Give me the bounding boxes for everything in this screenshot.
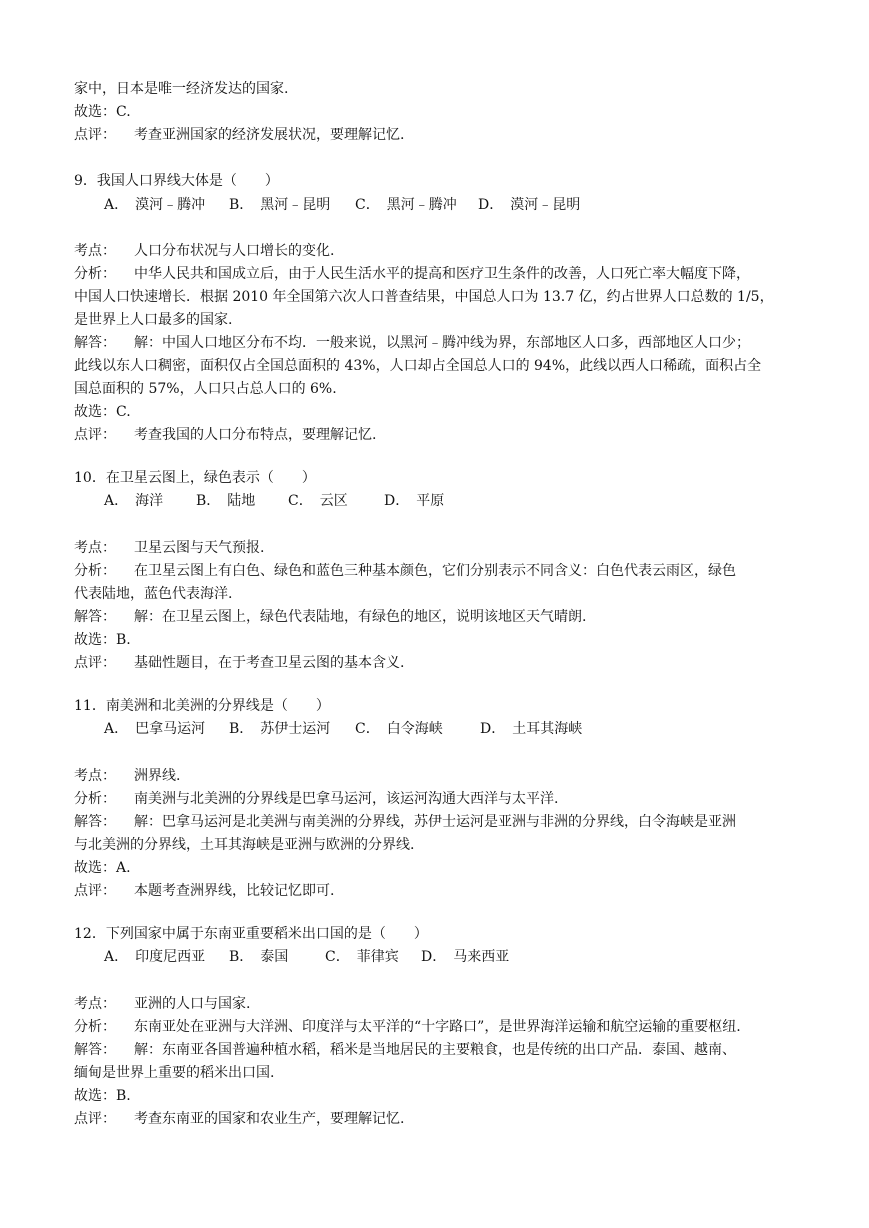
comment-text: 考查亚洲国家的经济发展状况，要理解记忆.	[134, 127, 405, 143]
kaodian-text: 亚洲的人口与国家.	[134, 996, 251, 1012]
q9-fenxi	[74, 263, 750, 285]
kaodian-label: 考点：	[74, 768, 116, 784]
q11-jieda-cont-1: 与北美洲的分界线，土耳其海峡是亚洲与欧洲的分界线.	[74, 837, 415, 853]
q12-option-c: C． 菲律宾	[325, 949, 399, 965]
fenxi-text: 中华人民共和国成立后，由于人民生活水平的提高和医疗卫生条件的改善，人口死亡率大幅度下降，	[134, 266, 750, 282]
q10-jieda	[74, 606, 586, 628]
intro-comment	[74, 124, 404, 146]
comment-label: 点评：	[74, 127, 116, 143]
q12-option-b: B． 泰国	[229, 949, 289, 965]
jieda-text: 解：东南亚各国普遍种植水稻，稻米是当地居民的主要粮食，也是传统的出口产品．泰国、越南、	[134, 1042, 736, 1058]
dianping-label: 点评：	[74, 883, 116, 899]
q12-question: 12．下列国家中属于东南亚重要稻米出口国的是（ ）	[74, 926, 428, 942]
q9-jieda	[74, 332, 750, 354]
q10-option-d: D． 平原	[384, 493, 445, 509]
q12-dianping	[74, 1108, 404, 1130]
dianping-label: 点评：	[74, 1111, 116, 1127]
q12-jieda-cont-1: 缅甸是世界上重要的稻米出口国.	[74, 1065, 275, 1081]
q10-dianping	[74, 652, 404, 674]
fenxi-label: 分析：	[74, 1019, 116, 1035]
q9-option-b: B． 黑河﹣昆明	[229, 197, 331, 213]
q9-question: 9．我国人口界线大体是（ ）	[74, 173, 279, 189]
kaodian-label: 考点：	[74, 996, 116, 1012]
kaodian-text: 人口分布状况与人口增长的变化.	[134, 243, 335, 259]
q12-option-d: D． 马来西亚	[421, 949, 510, 965]
jieda-text: 解：在卫星云图上，绿色代表陆地，有绿色的地区，说明该地区天气晴朗.	[134, 609, 587, 625]
q12-options	[104, 946, 509, 968]
dianping-text: 基础性题目，在于考查卫星云图的基本含义.	[134, 655, 405, 671]
q12-jieda	[74, 1039, 736, 1061]
jieda-text: 解：巴拿马运河是北美洲与南美洲的分界线，苏伊士运河是亚洲与非洲的分界线，白令海峡是亚洲	[134, 814, 736, 830]
q9-fenxi-cont-1: 中国人口快速增长．根据 2010 年全国第六次人口普查结果，中国总人口为 13.7 亿，约占世界人口总数的 1/5，	[74, 289, 774, 305]
q12-option-a: A． 印度尼西亚	[104, 949, 206, 965]
q11-option-a: A． 巴拿马运河	[104, 721, 206, 737]
dianping-label: 点评：	[74, 655, 116, 671]
fenxi-text: 在卫星云图上有白色、绿色和蓝色三种基本颜色，它们分别表示不同含义：白色代表云雨区，绿色	[134, 563, 736, 579]
q11-question: 11．南美洲和北美洲的分界线是（ ）	[74, 698, 330, 714]
fenxi-label: 分析：	[74, 266, 116, 282]
q9-option-c: C． 黑河﹣腾冲	[355, 197, 457, 213]
q12-answer: 故选：B.	[74, 1088, 131, 1104]
fenxi-label: 分析：	[74, 563, 116, 579]
jieda-label: 解答：	[74, 1042, 116, 1058]
q9-options	[104, 194, 580, 216]
q12-kaodian	[74, 993, 250, 1015]
intro-answer: 故选：C.	[74, 104, 131, 120]
q11-answer: 故选：A.	[74, 860, 131, 876]
kaodian-text: 洲界线.	[134, 768, 181, 784]
q11-kaodian	[74, 765, 180, 787]
jieda-label: 解答：	[74, 335, 116, 351]
q9-kaodian	[74, 240, 334, 262]
q10-fenxi	[74, 560, 736, 582]
q9-jieda-cont-2: 国总面积的 57%，人口只占总人口的 6%.	[74, 381, 337, 397]
jieda-label: 解答：	[74, 814, 116, 830]
q11-options	[104, 718, 582, 740]
q10-option-c: C． 云区	[288, 493, 348, 509]
q9-option-a: A． 漠河﹣腾冲	[104, 197, 206, 213]
dianping-label: 点评：	[74, 427, 116, 443]
dianping-text: 考查东南亚的国家和农业生产，要理解记忆.	[134, 1111, 405, 1127]
kaodian-label: 考点：	[74, 540, 116, 556]
q10-fenxi-cont-1: 代表陆地，蓝色代表海洋.	[74, 586, 233, 602]
intro-line: 家中，日本是唯一经济发达的国家.	[74, 81, 289, 97]
kaodian-label: 考点：	[74, 243, 116, 259]
q10-kaodian	[74, 537, 264, 559]
fenxi-text: 东南亚处在亚洲与大洋洲、印度洋与太平洋的“十字路口”，是世界海洋运输和航空运输的重要枢纽.	[134, 1019, 741, 1035]
fenxi-text: 南美洲与北美洲的分界线是巴拿马运河，该运河沟通大西洋与太平洋.	[134, 791, 559, 807]
q11-option-c: C． 白令海峡	[355, 721, 443, 737]
q9-jieda-cont-1: 此线以东人口稠密，面积仅占全国总面积的 43%，人口却占全国总人口的 94%，此线以西人口稀疏，面积占全	[74, 358, 762, 374]
q11-jieda	[74, 811, 736, 833]
dianping-text: 考查我国的人口分布特点，要理解记忆.	[134, 427, 377, 443]
q11-option-d: D． 土耳其海峡	[480, 721, 583, 737]
q11-fenxi	[74, 788, 558, 810]
q9-dianping	[74, 424, 376, 446]
jieda-text: 解：中国人口地区分布不均．一般来说，以黑河﹣腾冲线为界，东部地区人口多，西部地区人口少；	[134, 335, 750, 351]
q9-fenxi-cont-2: 是世界上人口最多的国家.	[74, 312, 233, 328]
fenxi-label: 分析：	[74, 791, 116, 807]
q10-question: 10．在卫星云图上，绿色表示（ ）	[74, 470, 316, 486]
q9-option-d: D． 漠河﹣昆明	[478, 197, 581, 213]
q11-dianping	[74, 880, 334, 902]
q9-answer: 故选：C.	[74, 404, 131, 420]
jieda-label: 解答：	[74, 609, 116, 625]
q12-fenxi	[74, 1016, 741, 1038]
q10-options	[104, 490, 444, 512]
q11-option-b: B． 苏伊士运河	[229, 721, 331, 737]
kaodian-text: 卫星云图与天气预报.	[134, 540, 265, 556]
dianping-text: 本题考查洲界线，比较记忆即可.	[134, 883, 335, 899]
q10-option-a: A． 海洋	[104, 493, 164, 509]
q10-answer: 故选：B.	[74, 632, 131, 648]
q10-option-b: B． 陆地	[196, 493, 256, 509]
